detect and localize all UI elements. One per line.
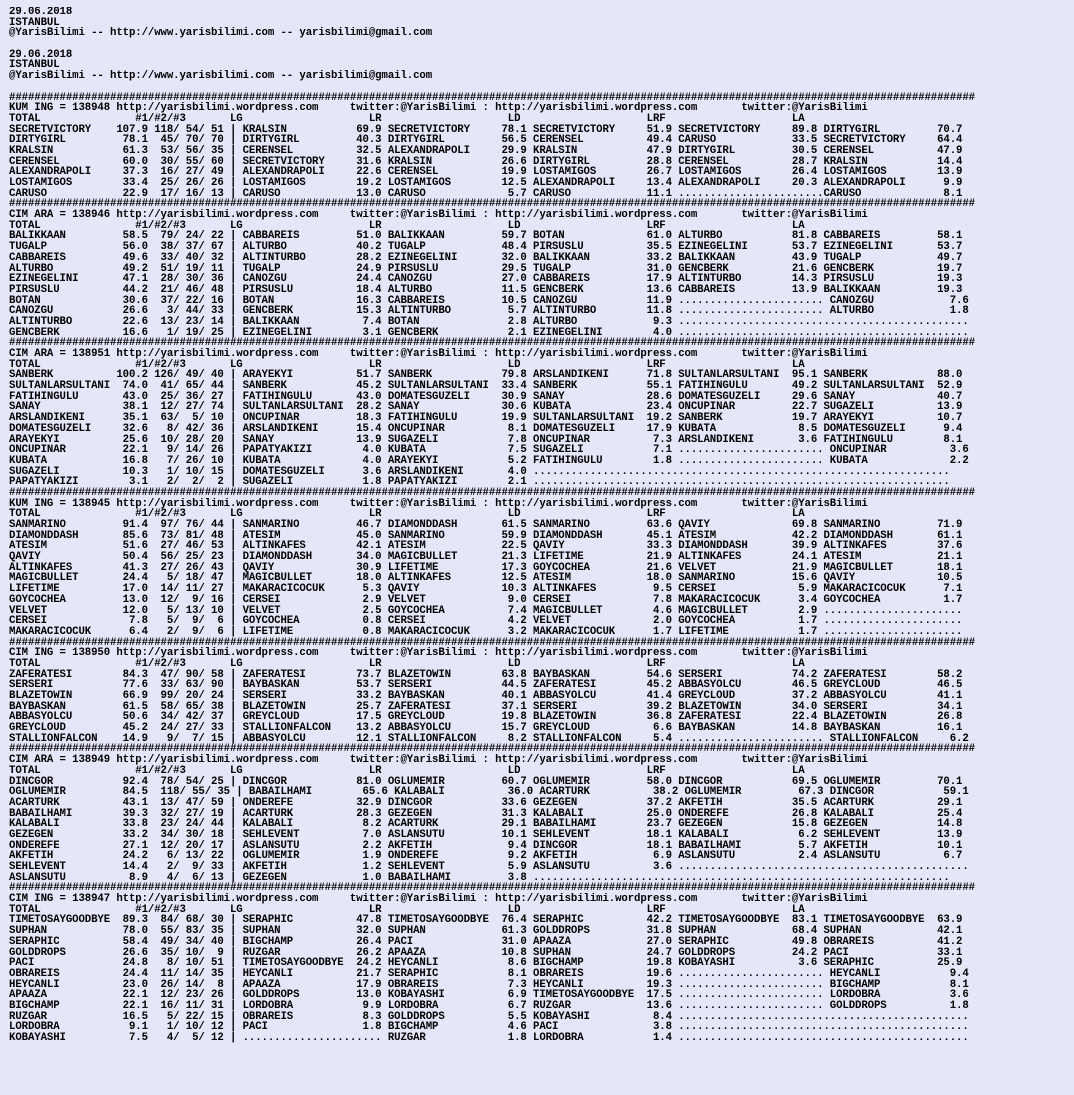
race-block bbox=[9, 488, 1071, 638]
result-row: ASLANSUTU 8.9 4/ 6/ 13 | GEZEGEN 1.0 BABAILHAMI 3.8 .................................................................. bbox=[9, 871, 950, 884]
result-row: BAYBASKAN 61.5 58/ 65/ 38 | BLAZETOWIN 25.7 ZAFERATESI 37.1 SERSERI 39.2 BLAZETOWIN 34.0 SERSERI 34.1 bbox=[9, 700, 963, 713]
header-date: 29.06.2018 bbox=[9, 7, 73, 18]
result-row: STALLIONFALCON 14.9 9/ 7/ 15 | ABBASYOLCU 12.1 STALLIONFALCON 8.2 STALLIONFALCON 5.4 ....................... STALLIONFALCON 6.2 bbox=[9, 732, 969, 745]
result-row: EZINEGELINI 47.1 28/ 30/ 36 | CANOZGU 24.4 CANOZGU 27.0 CABBAREIS 17.9 ALTINTURBO 14.3 PIRSUSLU 19.3 bbox=[9, 273, 963, 286]
result-row: SERSERI 77.6 33/ 63/ 90 | BAYBASKAN 53.7 SERSERI 44.5 ZAFERATESI 45.2 ABBASYOLCU 46.5 GREYCLOUD 46.5 bbox=[9, 679, 963, 692]
header-contact-repeat: @YarisBilimi -- http://www.yarisbilimi.com -- yarisbilimi@gmail.com bbox=[9, 70, 433, 83]
separator-line: ######################################################################################################################################################### bbox=[9, 636, 975, 649]
race-title: KUM ING = 138945 http://yarisbilimi.wordpress.com twitter:@YarisBilimi : http://yarisbilimi.wordpress.com twitter:@YarisBilimi bbox=[9, 497, 868, 510]
header-city: ISTANBUL bbox=[9, 16, 60, 29]
result-row: SANMARINO 91.4 97/ 76/ 44 | SANMARINO 46.7 DIAMONDDASH 61.5 SANMARINO 63.6 QAVIY 69.8 SANMARINO 71.9 bbox=[9, 519, 963, 531]
result-row: DINCGOR 92.4 78/ 54/ 25 | DINCGOR 81.0 OGLUMEMIR 60.7 OGLUMEMIR 58.0 DINCGOR 69.5 OGLUMEMIR 70.1 bbox=[9, 775, 963, 788]
race-blocks bbox=[9, 93, 1071, 1044]
result-row: GREYCLOUD 45.2 24/ 27/ 33 | STALLIONFALCON 13.2 ABBASYOLCU 15.7 GREYCLOUD 6.6 BAYBASKAN 14.8 BAYBASKAN 16.1 bbox=[9, 722, 963, 735]
result-row: ZAFERATESI 84.3 47/ 90/ 58 | ZAFERATESI 73.7 BLAZETOWIN 63.8 BAYBASKAN 54.6 SERSERI 74.2 ZAFERATESI 58.2 bbox=[9, 668, 963, 681]
result-row: BALIKKAAN 58.5 79/ 24/ 22 | CABBAREIS 51.0 BALIKKAAN 59.7 BOTAN 61.0 ALTURBO 81.8 CABBAREIS 58.1 bbox=[9, 230, 963, 243]
column-header: TOTAL #1/#2/#3 LG LR LD LRF LA bbox=[9, 657, 805, 670]
result-row: QAVIY 50.4 56/ 25/ 23 | DIAMONDDASH 34.0 MAGICBULLET 21.3 LIFETIME 21.9 ALTINKAFES 24.1 ATESIM 21.1 bbox=[9, 551, 963, 564]
race-block bbox=[9, 338, 1071, 488]
race-block bbox=[9, 638, 1071, 745]
result-row: GENCBERK 16.6 1/ 19/ 25 | EZINEGELINI 3.1 GENCBERK 2.1 EZINEGELINI 4.0 .............................................. bbox=[9, 326, 969, 339]
result-row: ABBASYOLCU 50.6 34/ 42/ 37 | GREYCLOUD 17.5 GREYCLOUD 19.8 BLAZETOWIN 36.8 ZAFERATESI 22.4 BLAZETOWIN 26.8 bbox=[9, 711, 963, 724]
result-row: MAGICBULLET 24.4 5/ 18/ 47 | MAGICBULLET 18.0 ALTINKAFES 12.5 ATESIM 18.0 SANMARINO 15.6 QAVIY 10.5 bbox=[9, 572, 963, 585]
column-header: TOTAL #1/#2/#3 LG LR LD LRF LA bbox=[9, 508, 805, 521]
race-title: CIM ING = 138947 http://yarisbilimi.wordpress.com twitter:@YarisBilimi : http://yarisbilimi.wordpress.com twitter:@YarisBilimi bbox=[9, 893, 868, 906]
race-title: KUM ING = 138948 http://yarisbilimi.wordpress.com twitter:@YarisBilimi : http://yarisbilimi.wordpress.com twitter:@YarisBilimi bbox=[9, 102, 868, 115]
result-row: KUBATA 16.8 7/ 26/ 10 | KUBATA 4.0 ARAYEKYI 5.2 FATIHINGULU 1.8 ....................... KUBATA 2.2 bbox=[9, 454, 969, 467]
spacer bbox=[9, 39, 1071, 50]
race-block bbox=[9, 883, 1071, 1043]
header-date-repeat: 29.06.2018 bbox=[9, 48, 73, 61]
result-row: KOBAYASHI 7.5 4/ 5/ 12 | ...................... RUZGAR 1.8 LORDOBRA 1.4 .............................................. bbox=[9, 1032, 969, 1044]
race-block bbox=[9, 199, 1071, 338]
result-row: ONCUPINAR 22.1 9/ 14/ 26 | PAPATYAKIZI 4.0 KUBATA 7.5 SUGAZELI 7.1 ....................... ONCUPINAR 3.6 bbox=[9, 444, 969, 457]
result-row: SANAY 38.1 12/ 27/ 74 | SULTANLARSULTANI 28.2 SANAY 30.6 KUBATA 23.4 ONCUPINAR 22.7 SUGAZELI 13.9 bbox=[9, 401, 963, 414]
result-row: ALTINKAFES 41.3 27/ 26/ 43 | QAVIY 30.9 LIFETIME 17.3 GOYCOCHEA 21.6 VELVET 21.9 MAGICBULLET 18.1 bbox=[9, 561, 963, 574]
result-row: RUZGAR 16.5 5/ 22/ 15 | OBRAREIS 8.3 GOLDDROPS 5.5 KOBAYASHI 8.4 .............................................. bbox=[9, 1010, 969, 1023]
separator-line: ######################################################################################################################################################### bbox=[9, 882, 975, 895]
column-header: TOTAL #1/#2/#3 LG LR LD LRF LA bbox=[9, 764, 805, 777]
result-row: CERENSEL 60.0 30/ 55/ 60 | SECRETVICTORY 31.6 KRALSIN 26.6 DIRTYGIRL 28.8 CERENSEL 28.7 KRALSIN 14.4 bbox=[9, 155, 963, 168]
separator-line: ######################################################################################################################################################### bbox=[9, 91, 975, 104]
header-contact: @YarisBilimi -- http://www.yarisbilimi.com -- yarisbilimi@gmail.com bbox=[9, 27, 433, 40]
result-row: TIMETOSAYGOODBYE 89.3 84/ 68/ 30 | SERAPHIC 47.8 TIMETOSAYGOODBYE 76.4 SERAPHIC 42.2 TIMETOSAYGOODBYE 83.1 TIMETOSAYGOODBYE 63.9 bbox=[9, 914, 963, 927]
result-row: KALABALI 33.8 23/ 24/ 44 | KALABALI 8.2 ACARTURK 29.1 BABAILHAMI 23.7 GEZEGEN 15.8 GEZEGEN 14.8 bbox=[9, 818, 963, 831]
result-row: TUGALP 56.0 38/ 37/ 67 | ALTURBO 40.2 TUGALP 48.4 PIRSUSLU 35.5 EZINEGELINI 53.7 EZINEGELINI 53.7 bbox=[9, 241, 963, 254]
result-row: SANBERK 100.2 126/ 49/ 40 | ARAYEKYI 51.7 SANBERK 79.8 ARSLANDIKENI 71.8 SULTANLARSULTANI 95.1 SANBERK 88.0 bbox=[9, 369, 963, 382]
result-row: DOMATESGUZELI 32.6 8/ 42/ 36 | ARSLANDIKENI 15.4 ONCUPINAR 8.1 DOMATESGUZELI 17.9 KUBATA 8.5 DOMATESGUZELI 9.4 bbox=[9, 422, 963, 435]
result-row: SERAPHIC 58.4 49/ 34/ 40 | BIGCHAMP 26.4 PACI 31.0 APAAZA 27.0 SERAPHIC 49.8 OBRAREIS 41.2 bbox=[9, 935, 963, 948]
result-row: ALTURBO 49.2 51/ 19/ 11 | TUGALP 24.9 PIRSUSLU 29.5 TUGALP 31.0 GENCBERK 21.6 GENCBERK 19.7 bbox=[9, 262, 963, 275]
separator-line: ######################################################################################################################################################### bbox=[9, 486, 975, 499]
result-row: OGLUMEMIR 84.5 118/ 55/ 35 | BABAILHAMI 65.6 KALABALI 36.0 ACARTURK 38.2 OGLUMEMIR 67.3 DINCGOR 59.1 bbox=[9, 786, 969, 799]
result-row: LIFETIME 17.0 14/ 11/ 27 | MAKARACICOCUK 5.3 QAVIY 10.3 ALTINKAFES 9.5 CERSEI 5.9 MAKARACICOCUK 7.1 bbox=[9, 583, 963, 596]
results-document bbox=[9, 7, 1071, 1044]
result-row: DIRTYGIRL 78.1 45/ 70/ 70 | DIRTYGIRL 40.3 DIRTYGIRL 56.5 CERENSEL 49.4 CARUSO 33.5 SECRETVICTORY 64.4 bbox=[9, 134, 963, 147]
result-row: SUPHAN 78.0 55/ 83/ 35 | SUPHAN 32.0 SUPHAN 61.3 GOLDDROPS 31.8 SUPHAN 68.4 SUPHAN 42.1 bbox=[9, 925, 963, 938]
result-row: KRALSIN 61.3 53/ 56/ 35 | CERENSEL 32.5 ALEXANDRAPOLI 29.9 KRALSIN 47.9 DIRTYGIRL 30.5 CERENSEL 47.9 bbox=[9, 144, 963, 157]
result-row: ONDEREFE 27.1 12/ 20/ 17 | ASLANSUTU 2.2 AKFETIH 9.4 DINCGOR 18.1 BABAILHAMI 5.7 AKFETIH 10.1 bbox=[9, 839, 963, 852]
result-row: PAPATYAKIZI 3.1 2/ 2/ 2 | SUGAZELI 1.8 PAPATYAKIZI 2.1 .................................................................. bbox=[9, 476, 950, 489]
result-row: ARAYEKYI 25.6 10/ 28/ 20 | SANAY 13.9 SUGAZELI 7.8 ONCUPINAR 7.3 ARSLANDIKENI 3.6 FATIHINGULU 8.1 bbox=[9, 433, 963, 446]
result-row: CERSEI 7.8 5/ 9/ 6 | GOYCOCHEA 0.8 CERSEI 4.2 VELVET 2.0 GOYCOCHEA 1.7 ...................... bbox=[9, 615, 963, 628]
spacer bbox=[9, 82, 1071, 93]
separator-line: ######################################################################################################################################################### bbox=[9, 337, 975, 350]
result-row: SULTANLARSULTANI 74.0 41/ 65/ 44 | SANBERK 45.2 SULTANLARSULTANI 33.4 SANBERK 55.1 FATIHINGULU 49.2 SULTANLARSULTANI 52.9 bbox=[9, 380, 963, 393]
result-row: BABAILHAMI 39.3 32/ 27/ 19 | ACARTURK 28.3 GEZEGEN 31.3 KALABALI 25.0 ONDEREFE 26.8 KALABALI 25.4 bbox=[9, 807, 963, 820]
separator-line: ######################################################################################################################################################### bbox=[9, 743, 975, 756]
result-row: ARSLANDIKENI 35.1 63/ 5/ 10 | ONCUPINAR 18.3 FATIHINGULU 19.9 SULTANLARSULTANI 19.2 SANBERK 19.7 ARAYEKYI 10.7 bbox=[9, 412, 963, 425]
result-row: AKFETIH 24.2 6/ 13/ 22 | OGLUMEMIR 1.9 ONDEREFE 9.2 AKFETIH 6.9 ASLANSUTU 2.4 ASLANSUTU 6.7 bbox=[9, 850, 963, 863]
race-title: CIM ARA = 138946 http://yarisbilimi.wordpress.com twitter:@YarisBilimi : http://yarisbilimi.wordpress.com twitter:@YarisBilimi bbox=[9, 209, 868, 222]
separator-line: ######################################################################################################################################################### bbox=[9, 198, 975, 211]
result-row: FATIHINGULU 43.0 25/ 36/ 27 | FATIHINGULU 43.0 DOMATESGUZELI 30.9 SANAY 28.6 DOMATESGUZELI 29.6 SANAY 40.7 bbox=[9, 390, 963, 403]
result-row: ACARTURK 43.1 13/ 47/ 59 | ONDEREFE 32.9 DINCGOR 33.6 GEZEGEN 37.2 AKFETIH 35.5 ACARTURK 29.1 bbox=[9, 796, 963, 809]
result-row: HEYCANLI 23.0 26/ 14/ 8 | APAAZA 17.9 OBRAREIS 7.3 HEYCANLI 19.3 ....................... BIGCHAMP 8.1 bbox=[9, 978, 969, 991]
result-row: GEZEGEN 33.2 34/ 30/ 18 | SEHLEVENT 7.0 ASLANSUTU 10.1 SEHLEVENT 18.1 KALABALI 6.2 SEHLEVENT 13.9 bbox=[9, 828, 963, 841]
result-row: DIAMONDDASH 85.6 73/ 81/ 48 | ATESIM 45.0 SANMARINO 59.9 DIAMONDDASH 45.1 ATESIM 42.2 DIAMONDDASH 61.1 bbox=[9, 529, 963, 542]
result-row: BLAZETOWIN 66.9 99/ 20/ 24 | SERSERI 33.2 BAYBASKAN 40.1 ABBASYOLCU 41.4 GREYCLOUD 37.2 ABBASYOLCU 41.1 bbox=[9, 690, 963, 702]
result-row: SUGAZELI 10.3 1/ 10/ 15 | DOMATESGUZELI 3.6 ARSLANDIKENI 4.0 .................................................................. bbox=[9, 465, 950, 478]
result-row: VELVET 12.0 5/ 13/ 10 | VELVET 2.5 GOYCOCHEA 7.4 MAGICBULLET 4.6 MAGICBULLET 2.9 ...................... bbox=[9, 604, 963, 617]
result-row: OBRAREIS 24.4 11/ 14/ 35 | HEYCANLI 21.7 SERAPHIC 8.1 OBRAREIS 19.6 ....................... HEYCANLI 9.4 bbox=[9, 967, 969, 980]
race-block bbox=[9, 744, 1071, 883]
column-header: TOTAL #1/#2/#3 LG LR LD LRF LA bbox=[9, 903, 805, 916]
result-row: SECRETVICTORY 107.9 118/ 54/ 51 | KRALSIN 69.9 SECRETVICTORY 78.1 SECRETVICTORY 51.9 SECRETVICTORY 89.8 DIRTYGIRL 70.7 bbox=[9, 123, 963, 136]
result-row: LORDOBRA 9.1 1/ 10/ 12 | PACI 1.8 BIGCHAMP 4.6 PACI 3.8 .............................................. bbox=[9, 1021, 969, 1034]
result-row: CANOZGU 26.6 3/ 44/ 33 | GENCBERK 15.3 ALTINTURBO 5.7 ALTINTURBO 11.8 ....................... ALTURBO 1.8 bbox=[9, 305, 969, 318]
race-block bbox=[9, 93, 1071, 200]
result-row: APAAZA 22.1 12/ 23/ 26 | GOLDDROPS 13.0 KOBAYASHI 6.9 TIMETOSAYGOODBYE 17.5 ....................... LORDOBRA 3.6 bbox=[9, 989, 969, 1002]
race-title: CIM ING = 138950 http://yarisbilimi.wordpress.com twitter:@YarisBilimi : http://yarisbilimi.wordpress.com twitter:@YarisBilimi bbox=[9, 647, 868, 660]
header-city-repeat: ISTANBUL bbox=[9, 59, 60, 72]
column-header: TOTAL #1/#2/#3 LG LR LD LRF LA bbox=[9, 358, 805, 371]
column-header: TOTAL #1/#2/#3 LG LR LD LRF LA bbox=[9, 112, 805, 125]
result-row: ATESIM 51.6 27/ 46/ 53 | ALTINKAFES 42.1 ATESIM 22.5 QAVIY 33.3 DIAMONDDASH 39.9 ALTINKAFES 37.6 bbox=[9, 540, 963, 553]
result-row: GOYCOCHEA 13.0 12/ 9/ 16 | CERSEI 2.9 VELVET 9.0 CERSEI 7.8 MAKARACICOCUK 3.4 GOYCOCHEA 1.7 bbox=[9, 593, 963, 606]
column-header: TOTAL #1/#2/#3 LG LR LD LRF LA bbox=[9, 219, 805, 232]
result-row: CARUSO 22.9 17/ 16/ 13 | CARUSO 13.0 CARUSO 5.7 CARUSO 11.1 .......................CARUSO 8.1 bbox=[9, 187, 963, 200]
result-row: ALTINTURBO 22.6 13/ 23/ 14 | BALIKKAAN 7.4 BOTAN 2.8 ALTURBO 9.3 .............................................. bbox=[9, 315, 969, 328]
race-title: CIM ARA = 138949 http://yarisbilimi.wordpress.com twitter:@YarisBilimi : http://yarisbilimi.wordpress.com twitter:@YarisBilimi bbox=[9, 754, 868, 767]
result-row: BIGCHAMP 22.1 16/ 11/ 31 | LORDOBRA 9.9 LORDOBRA 6.7 RUZGAR 13.6 ....................... GOLDDROPS 1.8 bbox=[9, 999, 969, 1012]
result-row: PIRSUSLU 44.2 21/ 46/ 48 | PIRSUSLU 18.4 ALTURBO 11.5 GENCBERK 13.6 CABBAREIS 13.9 BALIKKAAN 19.3 bbox=[9, 283, 963, 296]
race-title: CIM ARA = 138951 http://yarisbilimi.wordpress.com twitter:@YarisBilimi : http://yarisbilimi.wordpress.com twitter:@YarisBilimi bbox=[9, 348, 868, 360]
result-row: LOSTAMIGOS 33.4 25/ 26/ 26 | LOSTAMIGOS 19.2 LOSTAMIGOS 12.5 ALEXANDRAPOLI 13.4 ALEXANDRAPOLI 20.3 ALEXANDRAPOLI 9.9 bbox=[9, 177, 963, 189]
result-row: ALEXANDRAPOLI 37.3 16/ 27/ 49 | ALEXANDRAPOLI 22.6 CERENSEL 19.9 LOSTAMIGOS 26.7 LOSTAMIGOS 26.4 LOSTAMIGOS 13.9 bbox=[9, 166, 963, 179]
result-row: CABBAREIS 49.6 33/ 40/ 32 | ALTINTURBO 28.2 EZINEGELINI 32.0 BALIKKAAN 33.2 BALIKKAAN 43.9 TUGALP 49.7 bbox=[9, 251, 963, 264]
result-row: PACI 24.8 8/ 10/ 51 | TIMETOSAYGOODBYE 24.2 HEYCANLI 8.6 BIGCHAMP 19.8 KOBAYASHI 3.6 SERAPHIC 25.9 bbox=[9, 957, 963, 970]
result-row: MAKARACICOCUK 6.4 2/ 9/ 6 | LIFETIME 0.8 MAKARACICOCUK 3.2 MAKARACICOCUK 1.7 LIFETIME 1.7 ...................... bbox=[9, 625, 963, 638]
result-row: BOTAN 30.6 37/ 22/ 16 | BOTAN 16.3 CABBAREIS 10.5 CANOZGU 11.9 ....................... CANOZGU 7.6 bbox=[9, 294, 969, 307]
result-row: GOLDDROPS 26.6 35/ 10/ 9 | RUZGAR 26.2 APAAZA 10.8 SUPHAN 24.7 GOLDDROPS 24.2 PACI 33.1 bbox=[9, 946, 963, 959]
result-row: SEHLEVENT 14.4 2/ 9/ 33 | AKFETIH 1.2 SEHLEVENT 5.9 ASLANSUTU 3.6 .............................................. bbox=[9, 861, 969, 873]
